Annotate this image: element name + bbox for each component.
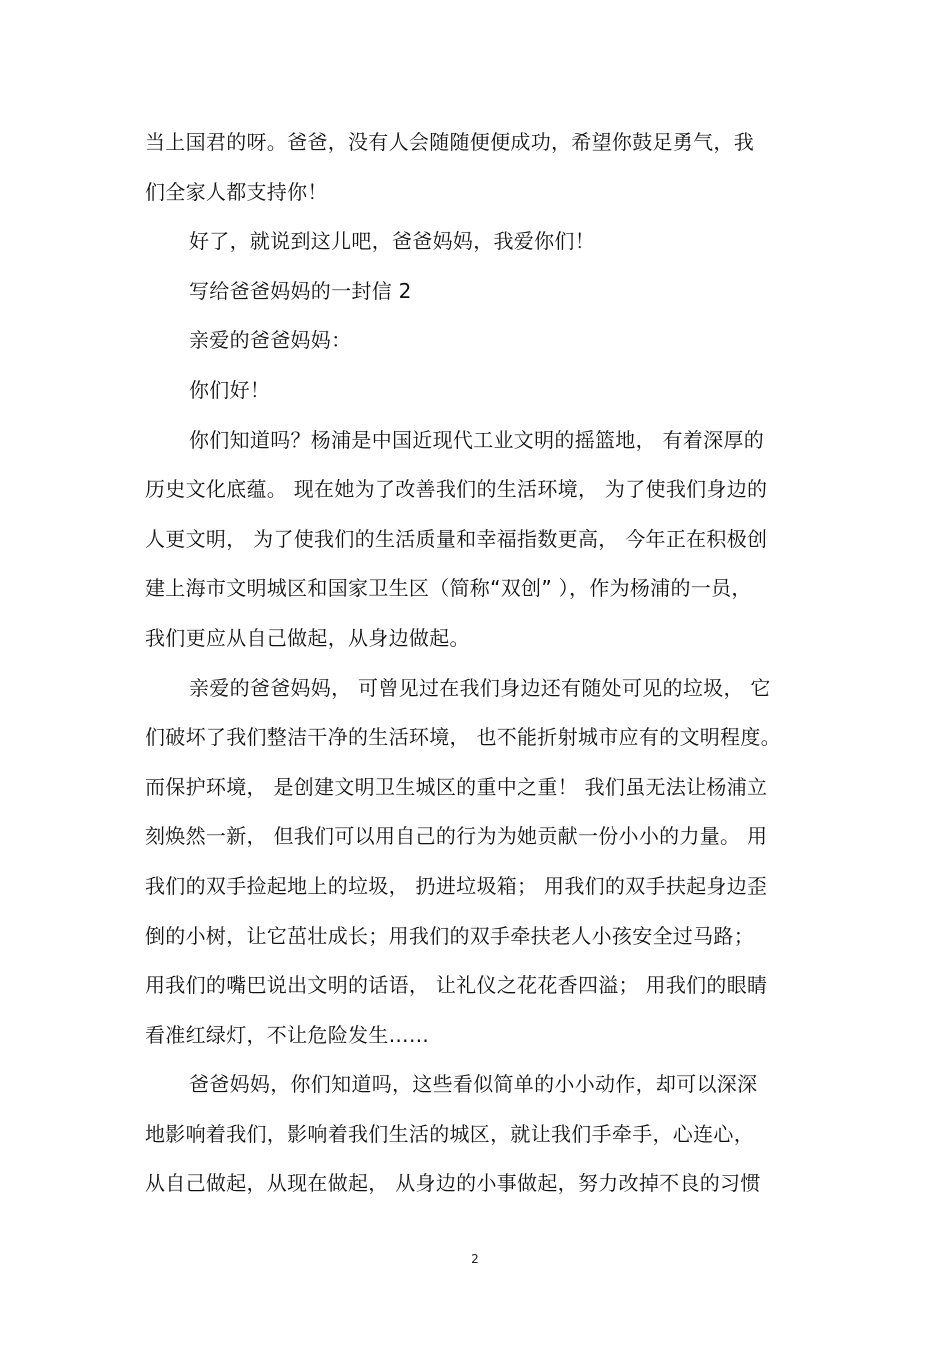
body-line-11: 我们更应从自己做起，从身边做起。 — [145, 625, 470, 650]
letter-title: 写给爸爸妈妈的一封信 2 — [189, 278, 412, 303]
body-line-9: 人更文明， 为了使我们的生活质量和幸福指数更高， 今年正在积极创 — [145, 526, 768, 551]
body-line-22: 从自己做起，从现在做起， 从身边的小事做起，努力改掉不良的习惯 — [145, 1171, 761, 1196]
closing-line: 好了，就说到这儿吧，爸爸妈妈，我爱你们！ — [189, 229, 595, 254]
body-line-7: 你们知道吗？杨浦是中国近现代工业文明的摇篮地， 有着深厚的 — [189, 427, 765, 452]
body-line-15: 刻焕然一新， 但我们可以用自己的行为为她贡献一份小小的力量。 用 — [145, 824, 768, 849]
body-line-10: 建上海市文明城区和国家卫生区（简称“双创” ），作为杨浦的一员， — [145, 576, 752, 601]
body-line-13: 们破坏了我们整洁干净的生活环境， 也不能折射城市应有的文明程度。 — [145, 725, 781, 750]
body-line-2: 们全家人都支持你！ — [145, 179, 328, 204]
body-line-12: 亲爱的爸爸妈妈， 可曾见过在我们身边还有随处可见的垃圾， 它 — [189, 675, 771, 700]
page-number: 2 — [471, 1252, 479, 1266]
body-line-14: 而保护环境， 是创建文明卫生城区的重中之重！ 我们虽无法让杨浦立 — [145, 774, 768, 799]
body-line-17: 倒的小树，让它茁壮成长；用我们的双手牵扶老人小孩安全过马路； — [145, 923, 754, 948]
body-line-8: 历史文化底蕴。 现在她为了改善我们的生活环境， 为了使我们身边的 — [145, 477, 768, 502]
body-line-16: 我们的双手捡起地上的垃圾， 扔进垃圾箱； 用我们的双手扶起身边歪 — [145, 873, 768, 898]
letter-body — [145, 118, 810, 1209]
body-line-21: 地影响着我们，影响着我们生活的城区，就让我们手牵手，心连心， — [145, 1121, 754, 1146]
greeting: 你们好！ — [189, 377, 271, 402]
body-line-19: 看准红绿灯，不让危险发生…… — [145, 1022, 430, 1047]
body-line-1: 当上国君的呀。爸爸，没有人会随随便便成功，希望你鼓足勇气，我 — [145, 130, 754, 154]
body-line-20: 爸爸妈妈，你们知道吗，这些看似简单的小小动作，却可以深深 — [189, 1072, 758, 1097]
salutation: 亲爱的爸爸妈妈： — [189, 328, 352, 353]
body-line-18: 用我们的嘴巴说出文明的话语， 让礼仪之花花香四溢； 用我们的眼睛 — [145, 973, 768, 998]
